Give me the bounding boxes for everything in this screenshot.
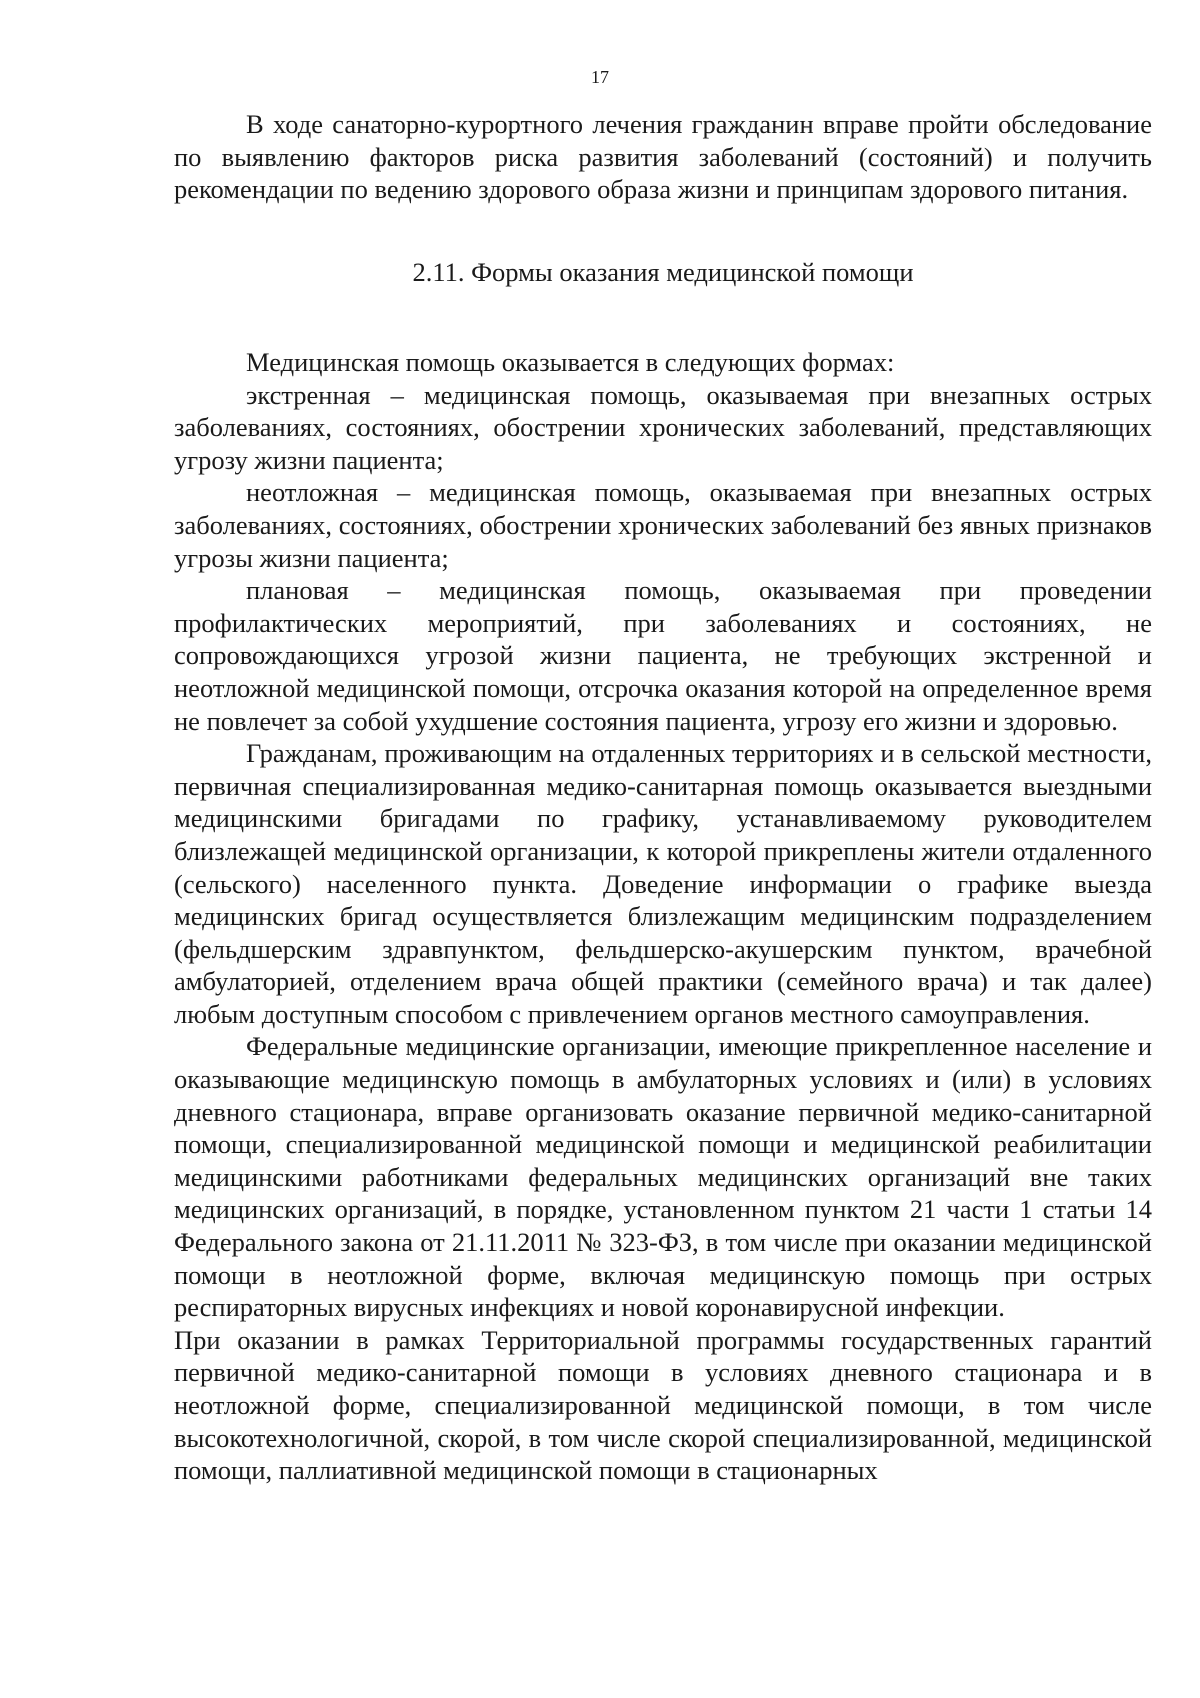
- page-number: 17: [591, 67, 609, 87]
- paragraph-planned: плановая – медицинская помощь, оказываемая при проведении профилактических мероприятий, при заболеваниях и состояниях, не сопровождающихся угрозой жизни пациента, не требующих экстренной и неотложной медицинской помощи, отсрочка оказания которой на определенное время не повлечет за собой ухудшение состояния пациента, угрозу его жизни и здоровью.: [174, 575, 1152, 736]
- paragraph-sanatorium: В ходе санаторно-курортного лечения гражданин вправе пройти обследование по выявлению факторов риска развития заболеваний (состояний) и получить рекомендации по ведению здорового образа жизни и принципам здорового питания.: [174, 109, 1152, 205]
- section-heading: 2.11. Формы оказания медицинской помощи: [412, 257, 914, 287]
- paragraph-remote-territories: Гражданам, проживающим на отдаленных территориях и в сельской местности, первичная специализированная медико-санитарная помощь оказывается выездными медицинскими бригадами по графику, устанавливаемому руководителем близлежащей медицинской организации, к которой прикреплены жители отдаленного (сельского) населенного пункта. Доведение информации о графике выезда медицинских бригад осуществляется близлежащим медицинским подразделением (фельдшерским здравпунктом, фельдшерско-акушерским пунктом, врачебной амбулаторией, отделением врача общей практики (семейного врача) и так далее) любым доступным способом с привлечением органов местного самоуправления.: [174, 738, 1152, 1029]
- paragraph-urgent: неотложная – медицинская помощь, оказываемая при внезапных острых заболеваниях, состояниях, обострении хронических заболеваний без явных признаков угрозы жизни пациента;: [174, 477, 1152, 573]
- paragraph-emergency: экстренная – медицинская помощь, оказываемая при внезапных острых заболеваниях, состояниях, обострении хронических заболеваний, представляющих угрозу жизни пациента;: [174, 379, 1152, 475]
- top-paragraph-block: [174, 108, 1152, 206]
- paragraph-territorial-program: При оказании в рамках Территориальной программы государственных гарантий первичной медико-санитарной помощи в условиях дневного стационара и в неотложной форме, специализированной медицинской помощи, в том числе высокотехнологичной, скорой, в том числе скорой специализированной, медицинской помощи, паллиативной медицинской помощи в стационарных: [174, 1324, 1152, 1486]
- paragraph-intro: Медицинская помощь оказывается в следующих формах:: [246, 347, 895, 377]
- section-heading-block: [174, 256, 1152, 289]
- paragraph-federal-organizations: Федеральные медицинские организации, имеющие прикрепленное население и оказывающие медицинскую помощь в амбулаторных условиях и (или) в условиях дневного стационара, вправе организовать оказание первичной медико-санитарной помощи, специализированной медицинской помощи и медицинской реабилитации медицинскими работниками федеральных медицинских организаций вне таких медицинских организаций, в порядке, установленном пунктом 21 части 1 статьи 14 Федерального закона от 21.11.2011 № 323-ФЗ, в том числе при оказании медицинской помощи в неотложной форме, включая медицинскую помощь при острых респираторных вирусных инфекциях и новой коронавирусной инфекции.: [174, 1031, 1152, 1323]
- section-body: [174, 346, 1152, 1487]
